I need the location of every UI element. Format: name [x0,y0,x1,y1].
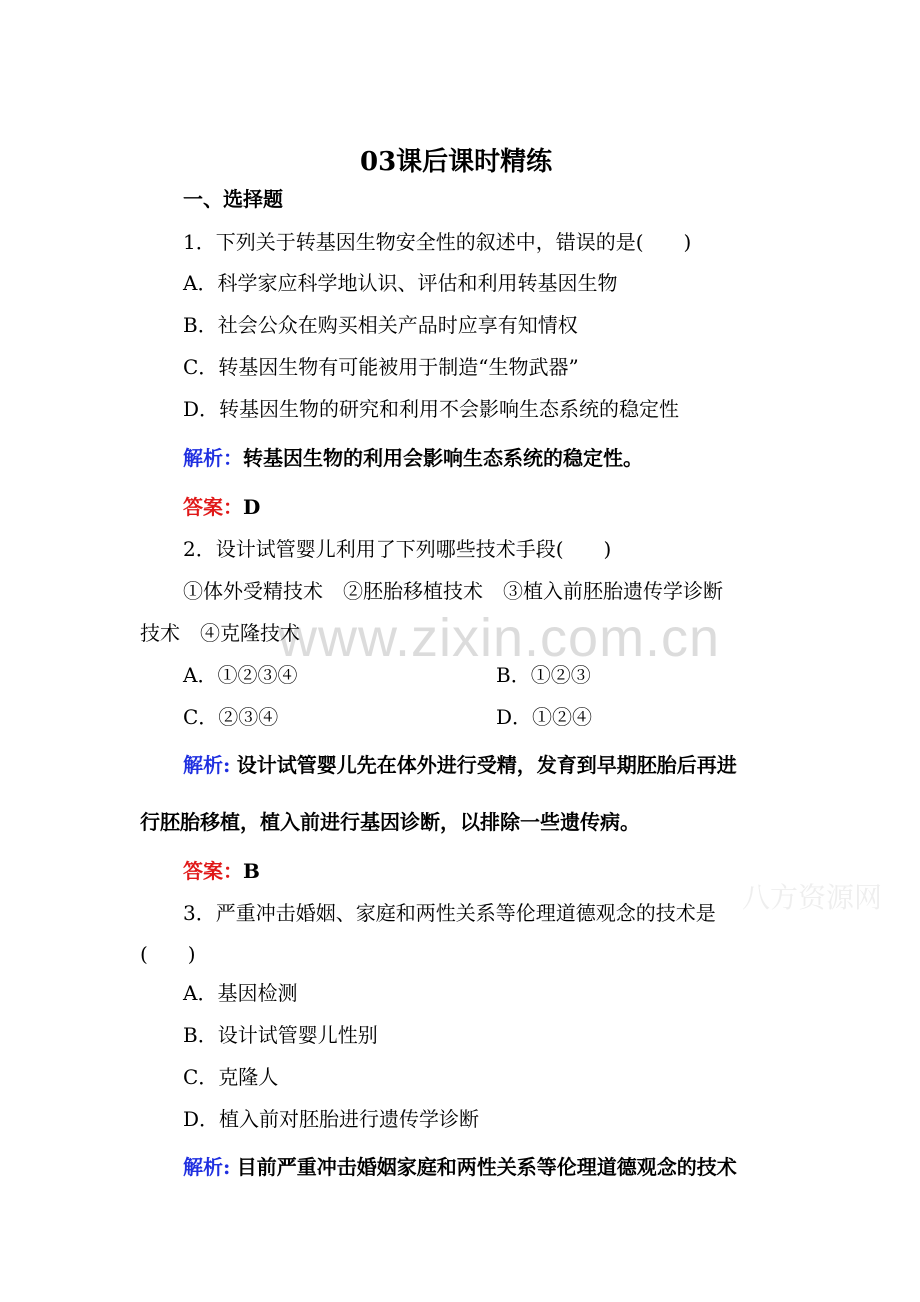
q1-option-c: C．转基因生物有可能被用于制造“生物武器” [183,355,579,379]
q2-answer [183,859,260,883]
q1-option-a: A．科学家应科学地认识、评估和利用转基因生物 [183,271,618,295]
q2-stem: 2．设计试管婴儿利用了下列哪些技术手段( ) [183,537,612,561]
q2-items-line1: ①体外受精技术 ②胚胎移植技术 ③植入前胚胎遗传学诊断 [183,579,723,603]
q2-answer-label: 答案： [183,859,243,883]
q2-option-c: C．②③④ [183,705,279,729]
q1-analysis [183,446,643,470]
q3-option-b: B．设计试管婴儿性别 [183,1023,378,1047]
q1-analysis-text: 转基因生物的利用会影响生态系统的稳定性。 [243,446,643,470]
q1-analysis-label: 解析： [183,446,243,470]
page-title: 03课后课时精练 [360,147,553,177]
q2-analysis-line2: 行胚胎移植，植入前进行基因诊断，以排除一些遗传病。 [140,810,640,834]
q3-analysis-line1: 目前严重冲击婚姻家庭和两性关系等伦理道德观念的技术 [236,1155,737,1179]
q1-option-d: D．转基因生物的研究和利用不会影响生态系统的稳定性 [183,397,680,421]
q3-option-a: A．基因检测 [183,981,298,1005]
q2-items-line2: 技术 ④克隆技术 [140,621,300,645]
q3-option-c: C．克隆人 [183,1065,279,1089]
q2-answer-text: B [243,859,260,883]
watermark: www.zixin.com.cn [278,608,721,668]
watermark-secondary: 八方资源网 [742,881,883,914]
q2-option-d: D．①②④ [496,705,593,729]
q2-analysis [183,753,737,777]
q3-analysis-label: 解析: [183,1155,231,1179]
q2-option-b: B．①②③ [496,663,591,687]
q1-option-b: B．社会公众在购买相关产品时应享有知情权 [183,313,578,337]
q1-stem: 1．下列关于转基因生物安全性的叙述中，错误的是( ) [183,230,692,254]
q1-answer-text: D [243,495,261,519]
q2-analysis-line1: 设计试管婴儿先在体外进行受精，发育到早期胚胎后再进 [236,753,737,777]
q2-option-a: A．①②③④ [183,663,298,687]
q2-analysis-label: 解析: [183,753,231,777]
q3-stem-line2: ( ) [140,942,196,966]
q1-answer-label: 答案： [183,495,243,519]
q3-stem-line1: 3．严重冲击婚姻、家庭和两性关系等伦理道德观念的技术是 [183,901,716,925]
section-heading: 一、选择题 [183,187,283,211]
q3-option-d: D．植入前对胚胎进行遗传学诊断 [183,1107,480,1131]
q3-analysis [183,1155,737,1179]
q1-answer [183,495,260,519]
